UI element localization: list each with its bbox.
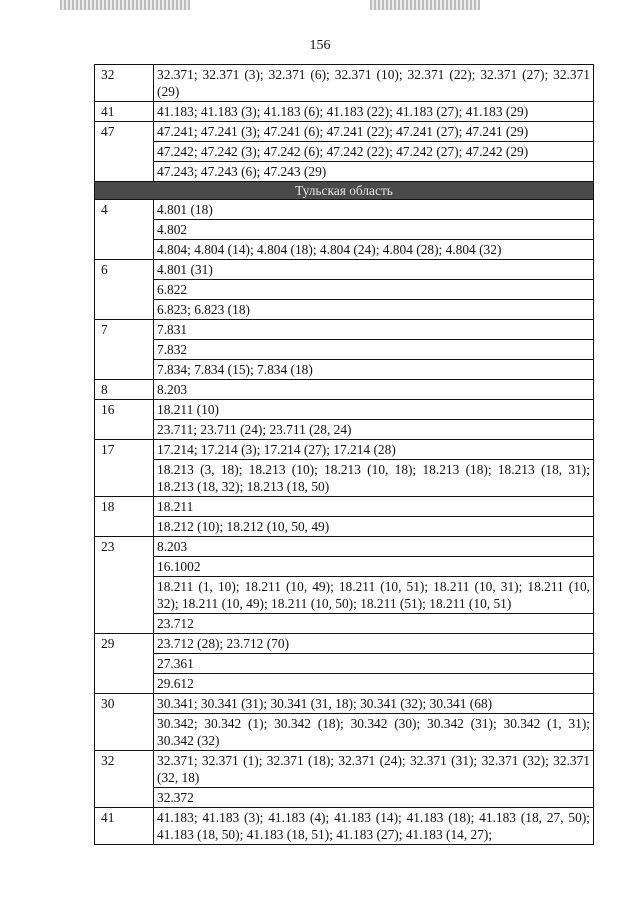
value-cell: 4.801 (18) — [154, 200, 594, 220]
page-number: 156 — [309, 38, 331, 53]
table-row — [95, 65, 594, 102]
value-cell: 8.203 — [154, 537, 594, 557]
value-cell: 23.711; 23.711 (24); 23.711 (28, 24) — [154, 420, 594, 440]
code-cell: 18 — [95, 497, 154, 537]
table-row — [95, 320, 594, 340]
table-row — [95, 400, 594, 420]
codes-table — [94, 64, 594, 845]
code-cell: 32 — [95, 65, 154, 102]
table-row — [95, 537, 594, 557]
table-row — [95, 280, 594, 300]
table-row — [95, 788, 594, 808]
value-cell: 18.213 (3, 18); 18.213 (10); 18.213 (10, 18); 18.213 (18); 18.213 (18, 31); 18.213 (18, 32); 18.213 (18, 50) — [154, 460, 594, 497]
table-row — [95, 380, 594, 400]
value-cell: 47.243; 47.243 (6); 47.243 (29) — [154, 162, 594, 182]
value-cell: 8.203 — [154, 380, 594, 400]
table-row — [95, 300, 594, 320]
value-cell: 18.211 (1, 10); 18.211 (10, 49); 18.211 (10, 51); 18.211 (10, 31); 18.211 (10, 32); 18.211 (10, 49); 18.211 (10, 50); 18.211 (51); 18.211 (10, 51) — [154, 577, 594, 614]
table-row — [95, 694, 594, 714]
value-cell: 4.802 — [154, 220, 594, 240]
table-row — [95, 460, 594, 497]
value-cell: 18.211 — [154, 497, 594, 517]
value-cell: 4.801 (31) — [154, 260, 594, 280]
value-cell: 32.372 — [154, 788, 594, 808]
value-cell: 41.183; 41.183 (3); 41.183 (6); 41.183 (22); 41.183 (27); 41.183 (29) — [154, 102, 594, 122]
value-cell: 7.832 — [154, 340, 594, 360]
table-row — [95, 751, 594, 788]
table-row — [95, 614, 594, 634]
value-cell: 32.371; 32.371 (1); 32.371 (18); 32.371 (24); 32.371 (31); 32.371 (32); 32.371 (32, 18) — [154, 751, 594, 788]
table-row — [95, 162, 594, 182]
code-cell: 23 — [95, 537, 154, 634]
value-cell: 47.242; 47.242 (3); 47.242 (6); 47.242 (22); 47.242 (27); 47.242 (29) — [154, 142, 594, 162]
code-cell: 29 — [95, 634, 154, 694]
code-cell: 17 — [95, 440, 154, 497]
code-cell: 32 — [95, 751, 154, 808]
value-cell: 41.183; 41.183 (3); 41.183 (4); 41.183 (14); 41.183 (18); 41.183 (18, 27, 50); 41.183 (18, 50); 41.183 (18, 51); 41.183 (27); 41.183 (14, 27); — [154, 808, 594, 845]
table-row — [95, 517, 594, 537]
table-row — [95, 577, 594, 614]
value-cell: 32.371; 32.371 (3); 32.371 (6); 32.371 (10); 32.371 (22); 32.371 (27); 32.371 (29) — [154, 65, 594, 102]
value-cell: 30.341; 30.341 (31); 30.341 (31, 18); 30.341 (32); 30.341 (68) — [154, 694, 594, 714]
code-cell: 6 — [95, 260, 154, 320]
table-row — [95, 420, 594, 440]
value-cell: 16.1002 — [154, 557, 594, 577]
table-row — [95, 440, 594, 460]
table-row — [95, 220, 594, 240]
value-cell: 4.804; 4.804 (14); 4.804 (18); 4.804 (24); 4.804 (28); 4.804 (32) — [154, 240, 594, 260]
value-cell: 7.834; 7.834 (15); 7.834 (18) — [154, 360, 594, 380]
value-cell: 6.823; 6.823 (18) — [154, 300, 594, 320]
code-cell: 7 — [95, 320, 154, 380]
table-row — [95, 240, 594, 260]
value-cell: 27.361 — [154, 654, 594, 674]
scan-artifact — [60, 0, 190, 10]
table-row — [95, 654, 594, 674]
value-cell: 17.214; 17.214 (3); 17.214 (27); 17.214 (28) — [154, 440, 594, 460]
value-cell: 7.831 — [154, 320, 594, 340]
value-cell: 23.712 — [154, 614, 594, 634]
code-cell: 47 — [95, 122, 154, 182]
table-row — [95, 142, 594, 162]
table-row — [95, 102, 594, 122]
table-row — [95, 808, 594, 845]
table-row — [95, 260, 594, 280]
value-cell: 18.212 (10); 18.212 (10, 50, 49) — [154, 517, 594, 537]
region-name: Тульская область — [95, 182, 594, 200]
value-cell: 29.612 — [154, 674, 594, 694]
table-row — [95, 200, 594, 220]
table-row — [95, 714, 594, 751]
table-row — [95, 674, 594, 694]
table-row — [95, 497, 594, 517]
code-cell: 16 — [95, 400, 154, 440]
table-row — [95, 557, 594, 577]
value-cell: 18.211 (10) — [154, 400, 594, 420]
table-row — [95, 340, 594, 360]
table-row — [95, 360, 594, 380]
value-cell: 23.712 (28); 23.712 (70) — [154, 634, 594, 654]
code-cell: 8 — [95, 380, 154, 400]
code-cell: 41 — [95, 808, 154, 845]
value-cell: 47.241; 47.241 (3); 47.241 (6); 47.241 (22); 47.241 (27); 47.241 (29) — [154, 122, 594, 142]
scan-artifact — [370, 0, 480, 10]
table-row — [95, 634, 594, 654]
region-header-row — [95, 182, 594, 200]
table-row — [95, 122, 594, 142]
code-cell: 30 — [95, 694, 154, 751]
value-cell: 30.342; 30.342 (1); 30.342 (18); 30.342 (30); 30.342 (31); 30.342 (1, 31); 30.342 (32) — [154, 714, 594, 751]
code-cell: 4 — [95, 200, 154, 260]
table-body — [95, 65, 594, 845]
value-cell: 6.822 — [154, 280, 594, 300]
code-cell: 41 — [95, 102, 154, 122]
